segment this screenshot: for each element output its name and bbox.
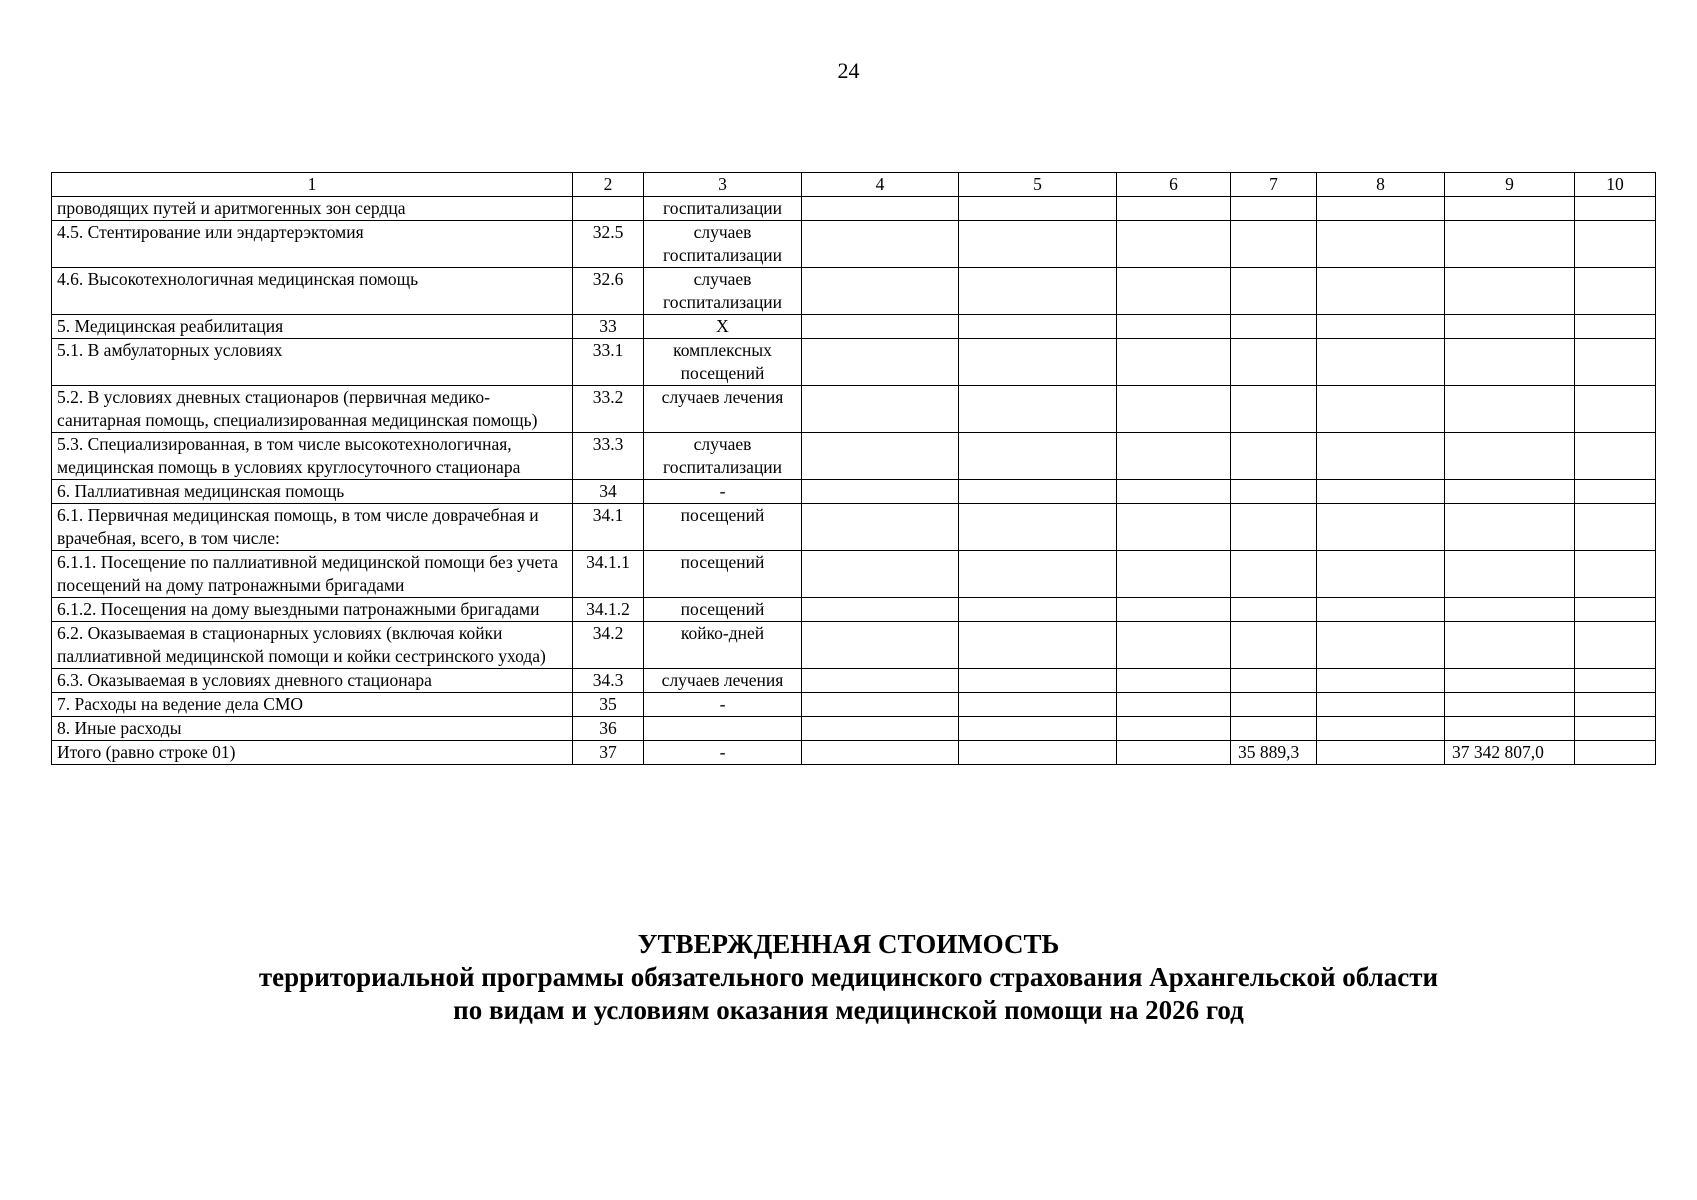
heading-subtitle-2: по видам и условиям оказания медицинской помощи на 2026 год bbox=[453, 995, 1244, 1025]
table-cell bbox=[1317, 669, 1445, 693]
table-cell: госпитализации bbox=[644, 197, 802, 221]
table-cell: 34.3 bbox=[573, 669, 644, 693]
table-cell bbox=[1445, 315, 1575, 339]
table-cell: случаев госпитализации bbox=[644, 268, 802, 315]
table-cell bbox=[1317, 221, 1445, 268]
table-cell bbox=[1231, 268, 1317, 315]
table-cell: 34.1 bbox=[573, 504, 644, 551]
column-header: 7 bbox=[1231, 173, 1317, 197]
table-cell bbox=[1231, 717, 1317, 741]
table-cell bbox=[1445, 268, 1575, 315]
table-cell bbox=[1317, 622, 1445, 669]
table-row bbox=[52, 622, 1656, 669]
table-cell: - bbox=[644, 741, 802, 765]
table-cell bbox=[1445, 717, 1575, 741]
table-row bbox=[52, 221, 1656, 268]
column-header: 4 bbox=[802, 173, 959, 197]
table-cell bbox=[1317, 741, 1445, 765]
table-cell bbox=[959, 197, 1117, 221]
table-cell bbox=[1117, 622, 1231, 669]
table-cell: 35 889,3 bbox=[1231, 741, 1317, 765]
table-row bbox=[52, 480, 1656, 504]
table-row bbox=[52, 433, 1656, 480]
table-cell: случаев лечения bbox=[644, 386, 802, 433]
table-cell: посещений bbox=[644, 551, 802, 598]
table-cell bbox=[959, 741, 1117, 765]
table-row bbox=[52, 551, 1656, 598]
table-cell bbox=[1117, 339, 1231, 386]
table-cell bbox=[1117, 386, 1231, 433]
table-cell: комплексных посещений bbox=[644, 339, 802, 386]
table-cell bbox=[1231, 386, 1317, 433]
table-cell: случаев госпитализации bbox=[644, 221, 802, 268]
column-header: 3 bbox=[644, 173, 802, 197]
table-cell bbox=[1445, 504, 1575, 551]
table-cell bbox=[573, 197, 644, 221]
table-cell bbox=[1445, 197, 1575, 221]
table-body bbox=[52, 197, 1656, 765]
table-cell bbox=[959, 480, 1117, 504]
table-cell bbox=[1117, 598, 1231, 622]
table-cell: 34.1.2 bbox=[573, 598, 644, 622]
table-cell bbox=[1575, 197, 1656, 221]
table-row bbox=[52, 504, 1656, 551]
table-cell bbox=[1231, 339, 1317, 386]
table-cell bbox=[1575, 504, 1656, 551]
table-row bbox=[52, 741, 1656, 765]
table-cell bbox=[802, 339, 959, 386]
heading-subtitle: территориальной программы обязательного медицинского страхования Архангельской области bbox=[258, 962, 1439, 992]
column-header: 5 bbox=[959, 173, 1117, 197]
column-number-row bbox=[52, 173, 1656, 197]
table-cell: 8. Иные расходы bbox=[52, 717, 573, 741]
table-cell bbox=[1317, 433, 1445, 480]
table-cell: 5.3. Специализированная, в том числе высокотехнологичная, медицинская помощь в условиях круглосуточного стационара bbox=[52, 433, 573, 480]
table-cell bbox=[802, 669, 959, 693]
table-cell bbox=[802, 480, 959, 504]
table-cell: 37 bbox=[573, 741, 644, 765]
table-cell: Итого (равно строке 01) bbox=[52, 741, 573, 765]
column-header: 2 bbox=[573, 173, 644, 197]
table-row bbox=[52, 717, 1656, 741]
table-cell bbox=[802, 598, 959, 622]
table-row bbox=[52, 339, 1656, 386]
table-cell: койко-дней bbox=[644, 622, 802, 669]
table-cell: случаев госпитализации bbox=[644, 433, 802, 480]
table-cell bbox=[1117, 504, 1231, 551]
table-cell bbox=[1575, 268, 1656, 315]
table-cell: случаев лечения bbox=[644, 669, 802, 693]
table-row bbox=[52, 669, 1656, 693]
table-cell bbox=[1575, 622, 1656, 669]
table-cell bbox=[1117, 741, 1231, 765]
table-cell bbox=[1317, 315, 1445, 339]
table-cell bbox=[1231, 504, 1317, 551]
table-cell: проводящих путей и аритмогенных зон сердца bbox=[52, 197, 573, 221]
table-cell bbox=[1445, 339, 1575, 386]
table-cell bbox=[1317, 598, 1445, 622]
table-cell bbox=[1317, 386, 1445, 433]
table-cell: 6.1.2. Посещения на дому выездными патронажными бригадами bbox=[52, 598, 573, 622]
table-cell bbox=[1231, 480, 1317, 504]
table-row bbox=[52, 197, 1656, 221]
column-header: 6 bbox=[1117, 173, 1231, 197]
table-cell bbox=[1231, 221, 1317, 268]
table-cell: 6.1. Первичная медицинская помощь, в том числе доврачебная и врачебная, всего, в том числе: bbox=[52, 504, 573, 551]
table-cell: 34 bbox=[573, 480, 644, 504]
table-cell: Х bbox=[644, 315, 802, 339]
table-cell: посещений bbox=[644, 504, 802, 551]
table-cell: 5.1. В амбулаторных условиях bbox=[52, 339, 573, 386]
table-cell bbox=[1445, 433, 1575, 480]
table-cell bbox=[959, 339, 1117, 386]
table-cell bbox=[1445, 693, 1575, 717]
table-cell bbox=[802, 504, 959, 551]
table-cell bbox=[959, 433, 1117, 480]
table-cell bbox=[1231, 433, 1317, 480]
table-cell bbox=[802, 433, 959, 480]
table-cell: 6.3. Оказываемая в условиях дневного стационара bbox=[52, 669, 573, 693]
table-cell bbox=[1117, 197, 1231, 221]
table-cell: 6.2. Оказываемая в стационарных условиях (включая койки паллиативной медицинской помощи и койки сестринского ухода) bbox=[52, 622, 573, 669]
table-cell: - bbox=[644, 480, 802, 504]
table-cell bbox=[1231, 622, 1317, 669]
table-cell: 33.3 bbox=[573, 433, 644, 480]
table-cell bbox=[802, 386, 959, 433]
table-cell bbox=[1575, 693, 1656, 717]
heading-title: УТВЕРЖДЕННАЯ СТОИМОСТЬ bbox=[637, 929, 1060, 959]
table-row bbox=[52, 693, 1656, 717]
table-cell bbox=[802, 197, 959, 221]
table-cell: 37 342 807,0 bbox=[1445, 741, 1575, 765]
table-cell bbox=[959, 598, 1117, 622]
table-cell bbox=[1445, 598, 1575, 622]
table-cell bbox=[1575, 551, 1656, 598]
table-cell: 6.1.1. Посещение по паллиативной медицинской помощи без учета посещений на дому патронажными бригадами bbox=[52, 551, 573, 598]
table-cell bbox=[1575, 480, 1656, 504]
table-cell bbox=[1117, 480, 1231, 504]
table-cell bbox=[1231, 669, 1317, 693]
table-cell bbox=[959, 386, 1117, 433]
table-cell bbox=[1575, 339, 1656, 386]
table-cell bbox=[1117, 433, 1231, 480]
table-cell bbox=[1575, 386, 1656, 433]
table-cell bbox=[1575, 433, 1656, 480]
table-cell bbox=[802, 717, 959, 741]
table-cell bbox=[802, 221, 959, 268]
table-cell bbox=[1231, 551, 1317, 598]
table-cell bbox=[959, 622, 1117, 669]
table-cell: 7. Расходы на ведение дела СМО bbox=[52, 693, 573, 717]
table-cell bbox=[1575, 741, 1656, 765]
table-row bbox=[52, 315, 1656, 339]
table-cell: - bbox=[644, 693, 802, 717]
table-cell: 4.6. Высокотехнологичная медицинская помощь bbox=[52, 268, 573, 315]
table-cell: 32.6 bbox=[573, 268, 644, 315]
table-cell bbox=[802, 268, 959, 315]
table-cell bbox=[1317, 504, 1445, 551]
table-cell bbox=[1575, 598, 1656, 622]
table-cell bbox=[1317, 197, 1445, 221]
table-cell: 6. Паллиативная медицинская помощь bbox=[52, 480, 573, 504]
table-row bbox=[52, 268, 1656, 315]
table-cell: 32.5 bbox=[573, 221, 644, 268]
table-cell bbox=[1575, 717, 1656, 741]
cost-table bbox=[51, 172, 1656, 765]
table-cell: 34.1.1 bbox=[573, 551, 644, 598]
table-cell bbox=[1117, 221, 1231, 268]
table-cell bbox=[959, 504, 1117, 551]
table-cell bbox=[1317, 551, 1445, 598]
table-cell bbox=[1575, 315, 1656, 339]
table-row bbox=[52, 598, 1656, 622]
table-cell bbox=[1445, 221, 1575, 268]
table-cell bbox=[959, 551, 1117, 598]
page-number: 24 bbox=[837, 58, 860, 83]
section-heading bbox=[0, 928, 1697, 1027]
table-cell bbox=[959, 717, 1117, 741]
table-cell: 35 bbox=[573, 693, 644, 717]
table-cell bbox=[959, 268, 1117, 315]
table-cell bbox=[1445, 386, 1575, 433]
table-cell bbox=[1117, 551, 1231, 598]
table-cell bbox=[1317, 693, 1445, 717]
table-cell bbox=[1231, 693, 1317, 717]
table-cell bbox=[802, 315, 959, 339]
table-cell bbox=[1445, 551, 1575, 598]
column-header: 9 bbox=[1445, 173, 1575, 197]
table-cell: 33.1 bbox=[573, 339, 644, 386]
table-cell: 5.2. В условиях дневных стационаров (первичная медико-санитарная помощь, специализированная медицинская помощь) bbox=[52, 386, 573, 433]
table-cell: 34.2 bbox=[573, 622, 644, 669]
table-cell bbox=[1117, 315, 1231, 339]
table-cell bbox=[1117, 693, 1231, 717]
table-cell bbox=[959, 669, 1117, 693]
table-cell bbox=[959, 221, 1117, 268]
table-cell bbox=[1445, 669, 1575, 693]
table-cell bbox=[959, 693, 1117, 717]
table-cell: 33 bbox=[573, 315, 644, 339]
table-cell bbox=[1317, 268, 1445, 315]
table-cell: 36 bbox=[573, 717, 644, 741]
table-cell bbox=[1445, 622, 1575, 669]
table-cell bbox=[1117, 669, 1231, 693]
column-header: 1 bbox=[52, 173, 573, 197]
table-cell bbox=[802, 551, 959, 598]
table-cell bbox=[1231, 598, 1317, 622]
table-cell bbox=[1231, 315, 1317, 339]
table-cell bbox=[1575, 669, 1656, 693]
column-header: 10 bbox=[1575, 173, 1656, 197]
table-cell bbox=[1231, 197, 1317, 221]
table-cell bbox=[1117, 268, 1231, 315]
table-cell: посещений bbox=[644, 598, 802, 622]
table-cell bbox=[802, 622, 959, 669]
column-header: 8 bbox=[1317, 173, 1445, 197]
table-cell bbox=[1317, 339, 1445, 386]
table-cell: 5. Медицинская реабилитация bbox=[52, 315, 573, 339]
table-cell bbox=[1117, 717, 1231, 741]
table-cell: 4.5. Стентирование или эндартерэктомия bbox=[52, 221, 573, 268]
table-cell bbox=[1317, 717, 1445, 741]
table-cell bbox=[1575, 221, 1656, 268]
table-cell bbox=[959, 315, 1117, 339]
table-cell bbox=[644, 717, 802, 741]
table-row bbox=[52, 386, 1656, 433]
table-cell bbox=[1445, 480, 1575, 504]
table-cell bbox=[802, 693, 959, 717]
table-cell bbox=[802, 741, 959, 765]
table-cell: 33.2 bbox=[573, 386, 644, 433]
table-cell bbox=[1317, 480, 1445, 504]
